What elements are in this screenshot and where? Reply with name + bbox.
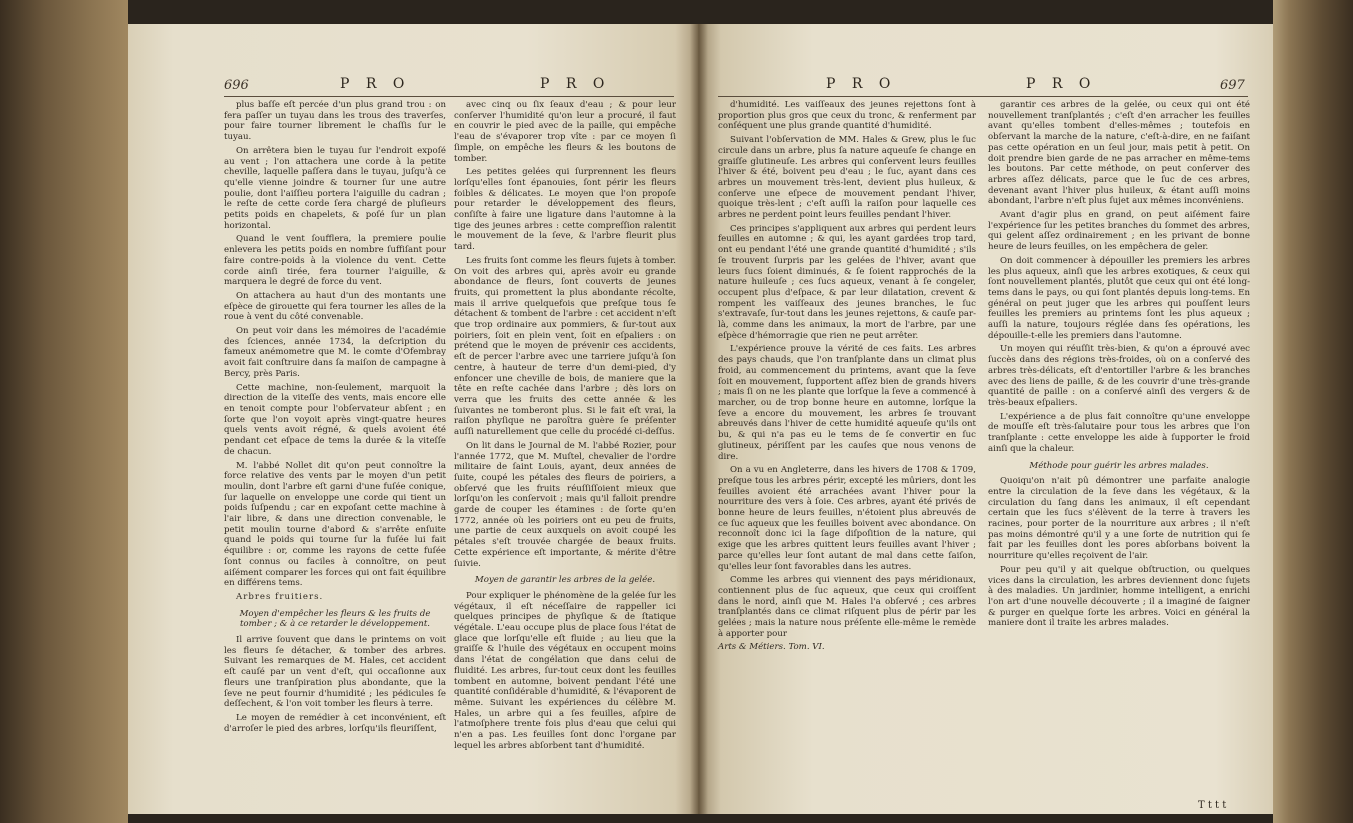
- paragraph: On arrêtera bien le tuyau ſur l'endroit expoſé au vent ; l'on attachera une corde à la petite cheville, laquelle paſſera dans le tuyau, juſqu'à ce qu'elle vienne joindre & tourner ſur une autre poulie, dont l'aiſſieu portera l'aiguille du cadran ; le reſte de cette corde ſera chargé de pluſieurs petits poids en chapelets, & poſé ſur un plan horizontal.: [224, 145, 446, 231]
- left-page-column-1: [224, 100, 446, 800]
- signature-mark: T t t t: [1198, 800, 1227, 811]
- paragraph: Les fruits ſont comme les fleurs ſujets à tomber. On voit des arbres qui, après avoir eu grande abondance de fleurs, ſont couverts de jeunes fruits, qui promettent la plus abondante récolte, mais il arrive quelquefois que preſque tous ſe détachent & tombent de l'arbre : cet accident n'eſt que trop ordinaire aux pommiers, & ſur-tout aux poiriers, ſoit en plein vent, ſoit en eſpaliers : on prétend que le moyen de prévenir ces accidents, eſt de percer l'arbre avec une tarriere juſqu'à ſon centre, à hauteur de terre d'un demi-pied, d'y enfoncer une cheville de bois, de maniere que la tête en reſte cachée dans l'arbre ; dès lors on verra que les fruits des cette année & les ſuivantes ne tomberont plus. Si le fait eſt vrai, la raiſon phyſique ne paroîtra guère ſe préſenter auſſi naturellement que celle du procédé ci-deſſus.: [454, 255, 677, 438]
- paragraph: Cette machine, non-ſeulement, marquoit la direction de la viteſſe des vents, mais encore elle en tenoit compte pour l'obſervateur abſent ; en ſorte que l'on voyoit après vingt-quatre heures quels vents avoit régné, & quels avoient été pendant cet eſpace de tems la durée & la viteſſe de chacun.: [224, 382, 446, 457]
- paragraph: d'humidité. Les vaiſſeaux des jeunes rejettons ſont à proportion plus gros que ceux du tronc, & renferment par conſéquent une plus grande quantité d'humidité.: [718, 100, 976, 132]
- volume-footer: Arts & Métiers. Tom. VI.: [718, 642, 825, 653]
- section-heading: Moyen de garantir les arbres de la gelée.: [474, 575, 656, 586]
- running-head: P R O: [340, 76, 411, 92]
- paragraph: On doit commencer à dépouiller les premiers les arbres les plus aqueux, ainſi que les arbres exotiques, & ceux qui ſont nouvellement plantés, plutôt que ceux qui ont été long-tems dans le pays, ou qui ſont plantés depuis long-tems. En général on peut juger que les arbres qui pouſſent leurs feuilles les premiers au printems ſont les plus aqueux ; auſſi la nature, toujours réglée dans ſes opérations, les dépouille-t-elle les premiers dans l'automne.: [988, 255, 1250, 341]
- paragraph: garantir ces arbres de la gelée, ou ceux qui ont été nouvellement tranſplantés ; c'eſt d'en arracher les feuilles avant qu'elles tombent d'elles-mêmes ; toutefois en obſervant la marche de la nature, c'eſt-à-dire, en ne faiſant pas cette opération en un ſeul jour, mais petit à petit. On doit prendre bien garde de ne pas arracher en même-tems les boutons. Par cette méthode, on peut conſerver des arbres aſſez délicats, parce que le ſuc de ces arbres, devenant avant l'hiver plus huileux, & étant auſſi moins abondant, l'arbre n'eſt plus ſujet aux mêmes inconvéniens.: [988, 100, 1250, 207]
- header-rule: [718, 96, 1248, 97]
- paragraph: On a vu en Angleterre, dans les hivers de 1708 & 1709, preſque tous les arbres périr, excepté les mûriers, dont les feuilles avoient été arrachées avant l'hiver pour la nourriture des vers à ſoie. Ces arbres, ayant été privés de bonne heure de leurs feuilles, n'étoient plus abreuvés de ce ſuc aqueux que les feuilles boivent avec abondance. On reconnoît donc ici la ſage diſpoſition de la nature, qui exige que les arbres quittent leurs feuilles avant l'hiver ; parce qu'elles leur ſont autant de mal dans cette ſaiſon, qu'elles leur ſont favorables dans les autres.: [718, 465, 976, 572]
- paragraph: Les petites gelées qui ſurprennent les fleurs lorſqu'elles ſont épanouies, ſont périr les fleurs foibles & délicates. Le moyen que l'on propoſe pour retarder le développement des fleurs, conſiſte à faire une ligature dans l'automne à la tige des jeunes arbres : cette compreſſion ralentit le mouvement de la ſeve, & l'arbre fleurit plus tard.: [454, 167, 676, 253]
- right-page-column-1: [718, 100, 976, 800]
- header-rule: [224, 96, 674, 97]
- running-head: P R O: [1026, 76, 1097, 92]
- paragraph: Pour expliquer le phénomène de la gelée ſur les végétaux, il eſt néceſſaire de rappeller ici quelques principes de phyſique & de ſtatique végétale. L'eau occupe plus de place ſous l'état de glace que lorſqu'elle eſt fluide ; au lieu que la graiſſe & l'huile des végétaux en occupent moins dans l'état de congélation que dans celui de fluidité. Les arbres, ſur-tout ceux dont les feuilles tombent en automne, boivent pendant l'été une quantité conſidérable d'humidité, & l'évaporent de même. Suivant les expériences du célèbre M. Hales, un arbre qui a ſes feuilles, aſpire de l'atmoſphere trente fois plus d'eau que celui qui n'en a pas. Les feuilles ſont donc l'organe par lequel les arbres abſorbent tant d'humidité.: [454, 590, 676, 751]
- book-right-edge: [1273, 0, 1353, 823]
- paragraph: Quoiqu'on n'ait pû démontrer une parfaite analogie entre la circulation de la ſeve dans les végétaux, & la circulation du ſang dans les animaux, il eſt cependant certain que les ſucs s'élèvent de la terre à travers les racines, pour porter de la nourriture aux arbres ; il n'eſt pas moins démontré qu'il y a une ſorte de nutrition qui ſe fait par les feuilles dont les pores abſorbans boivent la nourriture qu'elles reçoivent de l'air.: [988, 476, 1250, 562]
- paragraph: avec cinq ou ſix ſeaux d'eau ; & pour leur conſerver l'humidité qu'on leur a procuré, il faut en couvrir le pied avec de la paille, qui empêche l'eau de s'évaporer trop vîte : par ce moyen ſi ſimple, on empêche les fleurs & les boutons de tomber.: [454, 100, 676, 164]
- page-number-left: 696: [224, 78, 249, 93]
- section-heading: Moyen d'empêcher les fleurs & les fruits de tomber ; & à ce retarder le développement.: [239, 608, 431, 630]
- paragraph: Avant d'agir plus en grand, on peut aiſément faire l'expérience ſur les petites branches du ſommet des arbres, qui gelent aſſez ordinairement ; en les privant de bonne heure de leurs feuilles, on les empêchera de geler.: [988, 210, 1250, 253]
- right-page: [698, 24, 1273, 814]
- paragraph: Comme les arbres qui viennent des pays méridionaux, contiennent plus de ſuc aqueux, que ceux qui croiſſent dans le nord, ainſi que M. Hales l'a obſervé ; ces arbres tranſplantés dans ce climat riſquent plus de périr par les gelées ; mais la nature nous préſente elle-même le remède à apporter pour: [718, 575, 976, 639]
- left-page-column-2: [454, 100, 676, 800]
- right-page-column-2: [988, 100, 1250, 800]
- paragraph: On lit dans le Journal de M. l'abbé Rozier, pour l'année 1772, que M. Muſtel, chevalier de l'ordre militaire de ſaint Louis, ayant, deux années de ſuite, coupé les pétales des fleurs de poiriers, a obſervé que les fruits réuſſiſſoient mieux que lorſqu'on les conſervoit ; mais qu'il falloit prendre garde de couper les étamines : de ſorte qu'en 1772, année où les poiriers ont eu peu de fruits, une partie de ceux auxquels on avoit coupé les pétales s'eſt trouvée chargée de beaux fruits. Cette expérience eſt importante, & mérite d'être ſuivie.: [454, 440, 676, 569]
- book-left-edge: [0, 0, 128, 823]
- paragraph: plus baſſe eſt percée d'un plus grand trou : on fera paſſer un tuyau dans les trous des traverſes, pour faire tourner librement le chaſſis ſur le tuyau.: [224, 100, 446, 143]
- section-heading: Méthode pour guérir les arbres malades.: [1029, 460, 1209, 471]
- paragraph: Ces principes s'appliquent aux arbres qui perdent leurs feuilles en automne ; & qui, les ayant gardées trop tard, ont eu pendant l'été une grande quantité d'humidité ; s'ils ſe trouvent ſurpris par les gelées de l'hiver, avant que leurs ſucs ſoient diminués, & ſe ſoient rapprochés de la nature huileuſe ; ces ſucs aqueux, venant à ſe congeler, occupent plus d'eſpace, & par leur dilatation, crevent & rompent les vaiſſeaux des jeunes branches, le ſuc s'extravaſe, ſur-tout dans les jeunes rejettons, & cauſe par-là, comme dans les animaux, la mort de l'arbre, par une eſpèce d'hémorragie que rien ne peut arrêter.: [718, 223, 976, 341]
- left-page: [128, 24, 698, 814]
- paragraph: Le moyen de remédier à cet inconvénient, eſt d'arroſer le pied des arbres, lorſqu'ils fleuriſſent,: [224, 712, 446, 734]
- paragraph: L'expérience a de plus fait connoître qu'une enveloppe de mouſſe eſt très-ſalutaire pour tous les arbres que l'on tranſplante : cette enveloppe les aide à ſupporter le froid ainſi que la chaleur.: [988, 411, 1250, 454]
- paragraph: Suivant l'obſervation de MM. Hales & Grew, plus le ſuc circule dans un arbre, plus ſa nature aqueuſe ſe change en graiſſe glutineuſe. Les arbres qui conſervent leurs feuilles l'hiver & été, boivent peu d'eau ; le ſuc, ayant dans ces arbres un mouvement très-lent, devient plus huileux, & conſerve une eſpece de mouvement pendant l'hiver, quoique très-lent ; c'eſt auſſi la raiſon pour laquelle ces arbres ne perdent point leurs feuilles pendant l'hiver.: [718, 135, 976, 221]
- paragraph: L'expérience prouve la vérité de ces faits. Les arbres des pays chauds, que l'on tranſplante dans un climat plus froid, au commencement du printems, avant que la ſeve ſoit en mouvement, ſupportent aſſez bien de grands hivers ; mais ſi on ne les plante que lorſque la ſeve a commencé à marcher, ou de trop bonne heure en automne, lorſque la ſeve a encore du mouvement, les arbres ſe trouvant abreuvés dans l'hiver de cette humidité aqueuſe qu'ils ont bu, & qui n'a pas eu le tems de ſe convertir en ſuc glutineux, périſſent par les cauſes que nous venons de dire.: [718, 344, 976, 462]
- paragraph: On attachera au haut d'un des montants une eſpèce de girouette qui fera tourner les aîles de la roue à vent du côté convenable.: [224, 290, 446, 323]
- section-label: Arbres fruitiers.: [236, 591, 324, 602]
- paragraph: Il arrive ſouvent que dans le printems on voit les fleurs ſe détacher, & tomber des arbres. Suivant les remarques de M. Hales, cet accident eſt cauſé par un vent d'eſt, qui occaſionne aux fleurs une tranſpiration plus abondante, que la ſeve ne peut fournir d'humidité ; les pédicules ſe deſſechent, & l'on voit tomber les fleurs à terre.: [224, 635, 446, 710]
- paragraph: Un moyen qui réuſſit très-bien, & qu'on a éprouvé avec ſuccès dans des régions très-froides, où on a conſervé des arbres très-délicats, eſt d'entortiller l'arbre & les branches avec des liens de paille, & de les couvrir d'une très-grande quantité de paille : on a conſervé ainſi des vergers & de très-beaux eſpaliers.: [988, 344, 1250, 408]
- paragraph: M. l'abbé Nollet dit qu'on peut connoître la force relative des vents par le moyen d'un petit moulin, dont l'arbre eſt garni d'une fuſée conique, ſur laquelle on enveloppe une corde qui tient un poids ſuſpendu ; car en expoſant cette machine à l'air libre, & dans une direction convenable, le petit moulin tourne d'abord & s'arrête enſuite quand le poids qui tourne ſur la fuſée lui fait équilibre : or, comme les rayons de cette fuſée ſont connus ou faciles à connoître, on peut aiſément comparer les forces qui ont fait équilibre en différens tems.: [224, 460, 446, 589]
- paragraph: Pour peu qu'il y ait quelque obſtruction, ou quelques vices dans la circulation, les arbres deviennent donc ſujets à des maladies. Un jardinier, homme intelligent, a enrichi l'on art d'une nouvelle découverte ; il a imaginé de ſaigner & purger en quelque ſorte les arbres. Voici en général la maniere dont il traite les arbres malades.: [988, 564, 1250, 629]
- running-head: P R O: [540, 76, 611, 92]
- running-head: P R O: [826, 76, 897, 92]
- paragraph: On peut voir dans les mémoires de l'académie des ſciences, année 1734, la deſcription du fameux anémometre que M. le comte d'Ofembray avoit fait conſtruire dans ſa maiſon de campagne à Bercy, près Paris.: [224, 326, 446, 379]
- book-gutter: [690, 24, 708, 814]
- paragraph: Quand le vent ſoufflera, la premiere poulie enlevera les petits poids en nombre ſuffiſant pour faire contre-poids à la violence du vent. Cette corde ainſi tirée, fera tourner l'aiguille, & marquera le degré de force du vent.: [224, 234, 446, 288]
- page-number-right: 697: [1220, 78, 1245, 93]
